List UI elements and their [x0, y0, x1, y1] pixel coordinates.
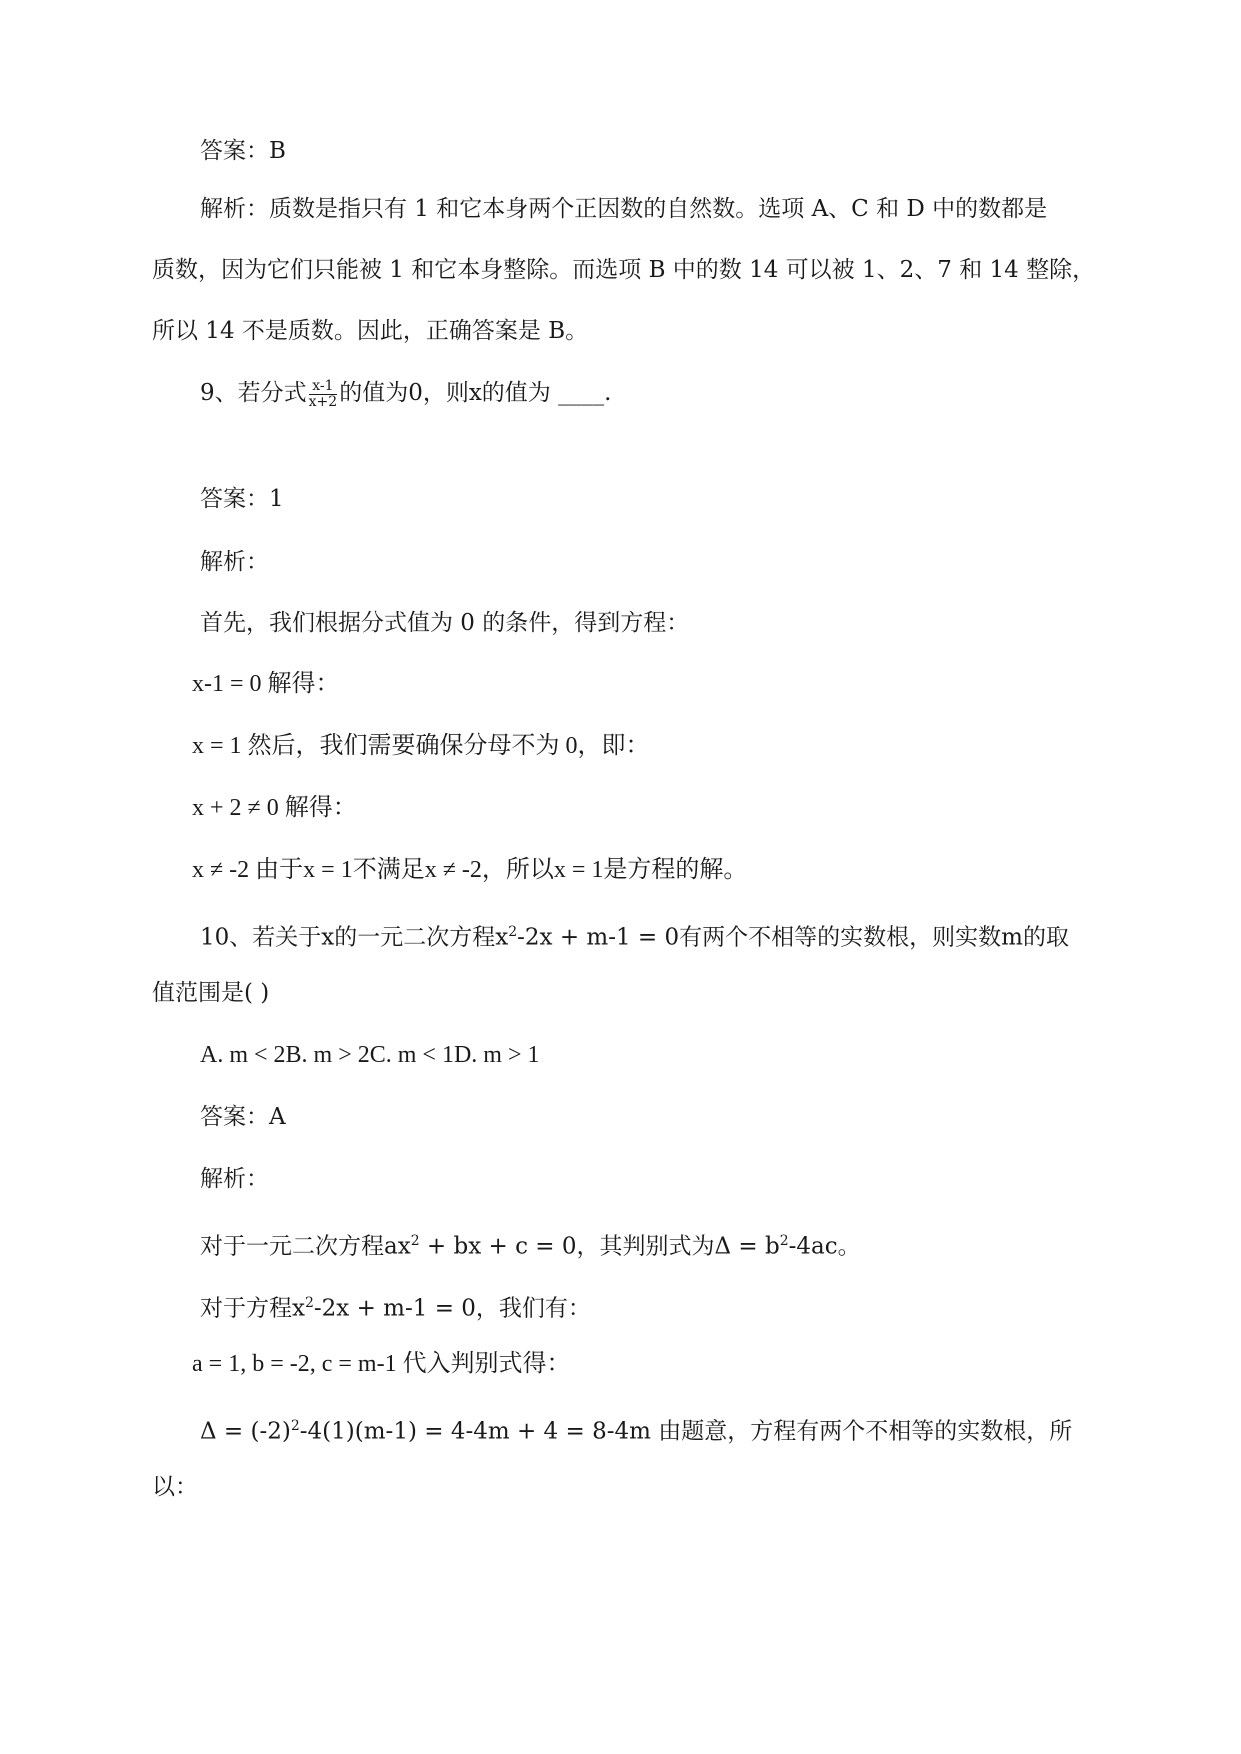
- q9-step-4: x + 2 ≠ 0 解得：: [192, 795, 357, 821]
- q10-s1-b: + bx + c = 0，其判别式为Δ = b: [419, 1233, 780, 1260]
- q9-step-5: x ≠ -2 由于x = 1不满足x ≠ -2，所以x = 1是方程的解。: [192, 857, 748, 883]
- q10-s1-c: -4ac。: [788, 1233, 861, 1260]
- q9-step-1: 首先，我们根据分式值为 0 的条件，得到方程：: [200, 610, 690, 636]
- q10-step-1: [200, 1226, 861, 1262]
- q9-suffix: 的值为0，则x的值为 ____.: [339, 380, 612, 406]
- q9-step-3: x = 1 然后，我们需要确保分母不为 0，即：: [192, 733, 650, 759]
- question-9: [200, 378, 611, 410]
- q10-s2-b: -2x + m-1 = 0，我们有：: [313, 1295, 591, 1322]
- q10-s4-a: Δ = (-2): [200, 1418, 291, 1445]
- q9-denominator: x+2: [308, 393, 338, 410]
- q10-step-4: [200, 1411, 1072, 1447]
- question-10-line-1: [200, 917, 1069, 953]
- q9-numerator: x-1: [309, 379, 338, 395]
- q9-step-2: x-1 = 0 解得：: [192, 671, 340, 697]
- q10-s4-sup: 2: [290, 1418, 300, 1434]
- analysis-line-3: 所以 14 不是质数。因此，正确答案是 B。: [152, 318, 589, 344]
- q10-step-2: [200, 1288, 591, 1324]
- q10-analysis-label: 解析：: [200, 1166, 269, 1192]
- answer-b: 答案：B: [200, 138, 286, 164]
- q10-options: A. m < 2B. m > 2C. m < 1D. m > 1: [200, 1042, 540, 1068]
- q9-answer: 答案：1: [200, 486, 284, 512]
- q10-s1-a: 对于一元二次方程ax: [200, 1233, 411, 1260]
- q10-step-5: 以：: [152, 1474, 198, 1500]
- analysis-line-1: 解析：质数是指只有 1 和它本身两个正因数的自然数。选项 A、C 和 D 中的数都是: [200, 196, 1048, 222]
- q10-l1-a: 10、若关于x的一元二次方程x: [200, 924, 509, 951]
- q10-s4-b: -4(1)(m-1) = 4-4m + 4 = 8-4m 由题意，方程有两个不相等的实数根，所: [299, 1418, 1073, 1445]
- q10-s1-sup: 2: [410, 1233, 420, 1249]
- q10-l1-sup: 2: [508, 924, 518, 940]
- q10-step-3: a = 1, b = -2, c = m-1 代入判别式得：: [192, 1351, 571, 1377]
- analysis-line-2: 质数，因为它们只能被 1 和它本身整除。而选项 B 中的数 14 可以被 1、2、7 和 14 整除，: [152, 257, 1096, 283]
- q10-l1-b: -2x + m-1 = 0有两个不相等的实数根，则实数m的取: [517, 924, 1069, 951]
- q10-answer: 答案：A: [200, 1104, 286, 1130]
- question-10-line-2: 值范围是( ): [152, 980, 270, 1006]
- q10-s2-sup: 2: [304, 1295, 314, 1311]
- q9-fraction: [309, 379, 338, 410]
- q9-prefix: 9、若分式: [200, 380, 307, 406]
- q10-s2-a: 对于方程x: [200, 1295, 305, 1322]
- q10-s1-sup2: 2: [779, 1233, 789, 1249]
- q9-analysis-label: 解析：: [200, 549, 269, 575]
